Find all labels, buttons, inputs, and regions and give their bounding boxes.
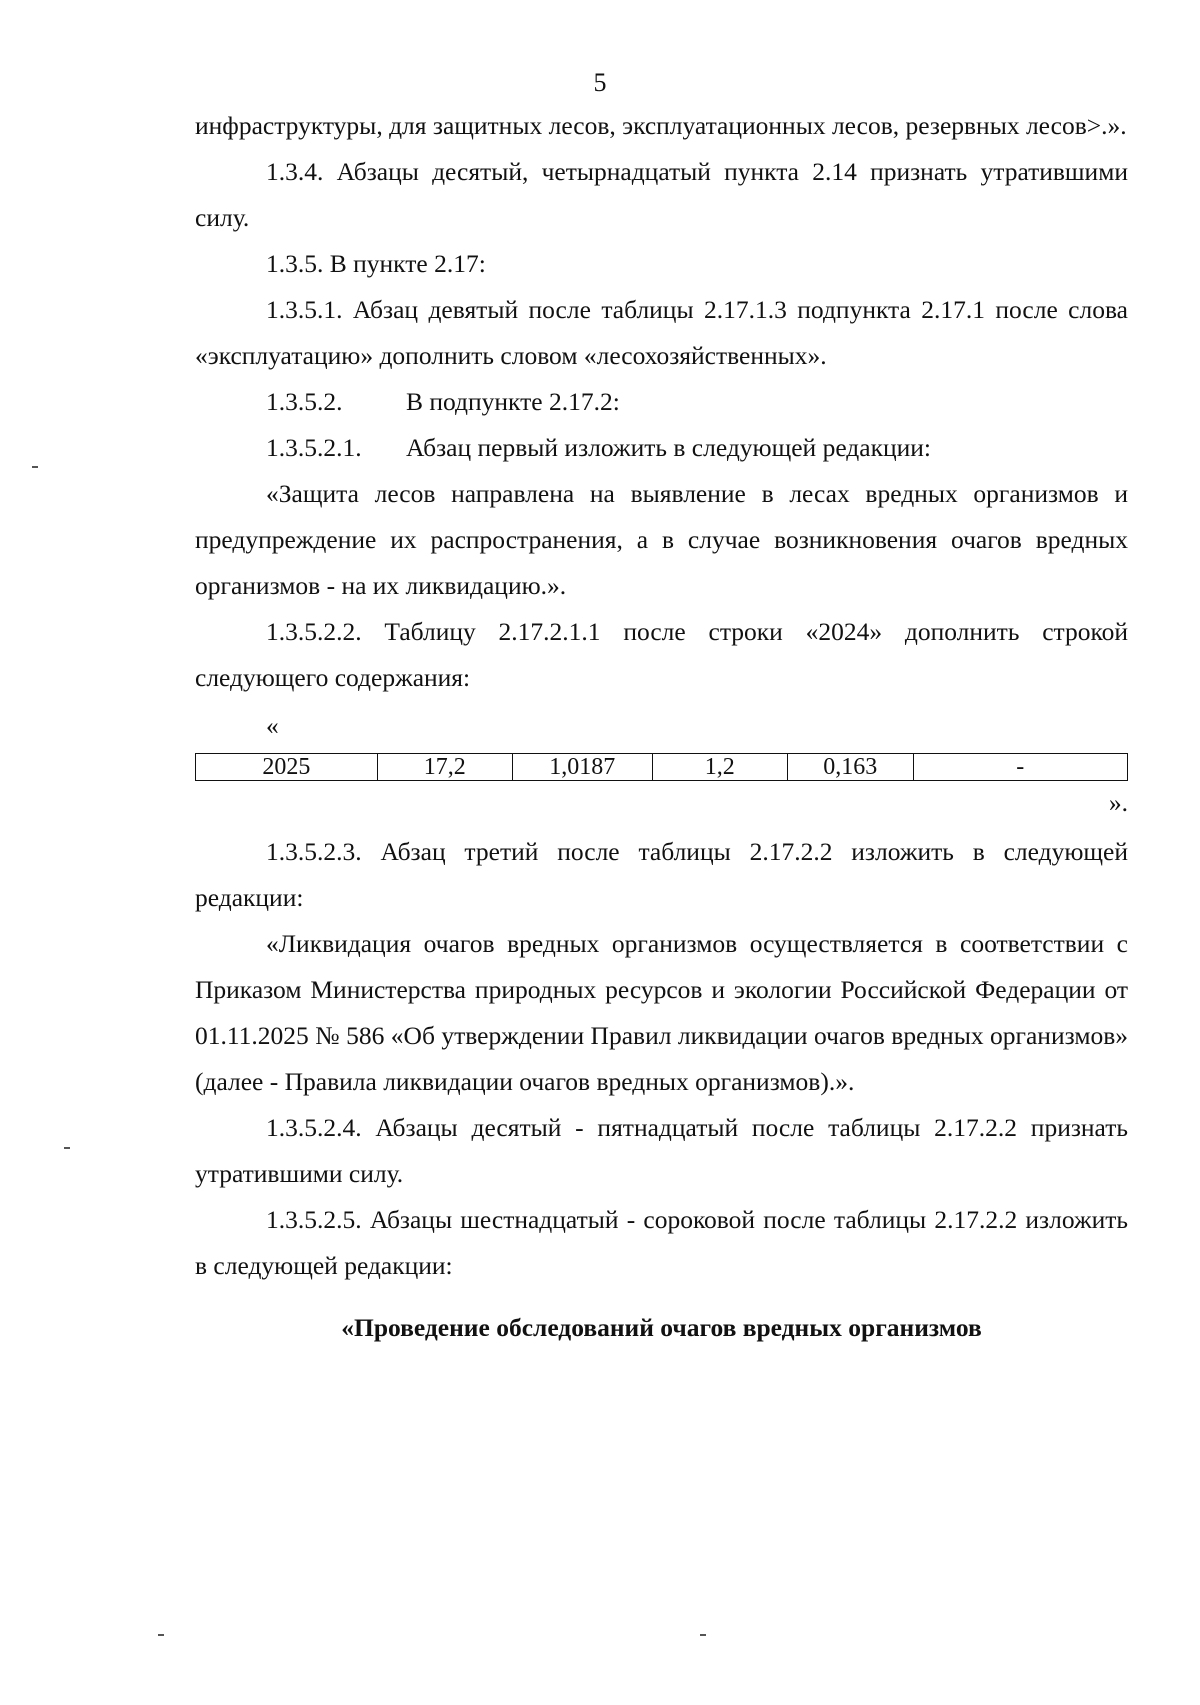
inserted-table-row (195, 753, 1128, 781)
table-row (196, 754, 1128, 781)
paragraph-1-3-5-2-4: 1.3.5.2.4. Абзацы десятый - пятнадцатый после таблицы 2.17.2.2 признать утратившими силу. (195, 1113, 1128, 1188)
table-cell: 0,163 (787, 754, 913, 781)
table-cell: 17,2 (377, 754, 512, 781)
scan-artifact (700, 1634, 706, 1636)
section-heading: «Проведение обследований очагов вредных организмов (341, 1313, 982, 1342)
paragraph-1-3-5-2 (195, 379, 1128, 425)
clause-text: В подпункте 2.17.2: (406, 387, 620, 416)
scan-artifact (158, 1634, 164, 1636)
scan-artifact (32, 466, 38, 468)
clause-text: Абзац первый изложить в следующей редакции: (406, 433, 932, 462)
paragraph-1-3-5-1: 1.3.5.1. Абзац девятый после таблицы 2.17.1.3 подпункта 2.17.1 после слова «эксплуатацию» дополнить словом «лесохозяйственных». (195, 295, 1128, 370)
paragraph-1-3-5-2-3: 1.3.5.2.3. Абзац третий после таблицы 2.17.2.2 изложить в следующей редакции: (195, 837, 1128, 912)
paragraph-1-3-5-2-1 (195, 425, 1128, 471)
paragraph-1-3-5: 1.3.5. В пункте 2.17: (266, 249, 486, 278)
table-cell: 1,2 (652, 754, 787, 781)
table-open-quote: « (266, 711, 279, 740)
paragraph-infrastructure: инфраструктуры, для защитных лесов, эксплуатационных лесов, резервных лесов>.». (195, 111, 1127, 140)
table-cell: 1,0187 (512, 754, 652, 781)
paragraph-forest-protection-quote: «Защита лесов направлена на выявление в лесах вредных организмов и предупреждение их распространения, а в случае возникновения очагов вредных организмов - на их ликвидацию.». (195, 479, 1128, 600)
clause-number: 1.3.5.2. (266, 387, 343, 416)
scan-artifact (64, 1147, 70, 1149)
document-body (195, 103, 1128, 1351)
paragraph-1-3-5-2-5: 1.3.5.2.5. Абзацы шестнадцатый - сороковой после таблицы 2.17.2.2 изложить в следующей редакции: (195, 1205, 1128, 1280)
table-cell: - (913, 754, 1127, 781)
paragraph-1-3-4: 1.3.4. Абзацы десятый, четырнадцатый пункта 2.14 признать утратившими силу. (195, 157, 1128, 232)
table-close-quote: ». (1108, 788, 1128, 817)
clause-number: 1.3.5.2.1. (266, 433, 362, 462)
table-cell-year: 2025 (196, 754, 378, 781)
paragraph-1-3-5-2-2: 1.3.5.2.2. Таблицу 2.17.2.1.1 после строки «2024» дополнить строкой следующего содержания: (195, 617, 1128, 692)
page-number: 5 (593, 68, 607, 97)
paragraph-liquidation-quote: «Ликвидация очагов вредных организмов осуществляется в соответствии с Приказом Министерства природных ресурсов и экологии Российской Федерации от 01.11.2025 № 586 «Об утверждении Правил ликвидации очагов вредных организмов» (далее - Правила ликвидации очагов вредных организмов).». (195, 929, 1128, 1096)
